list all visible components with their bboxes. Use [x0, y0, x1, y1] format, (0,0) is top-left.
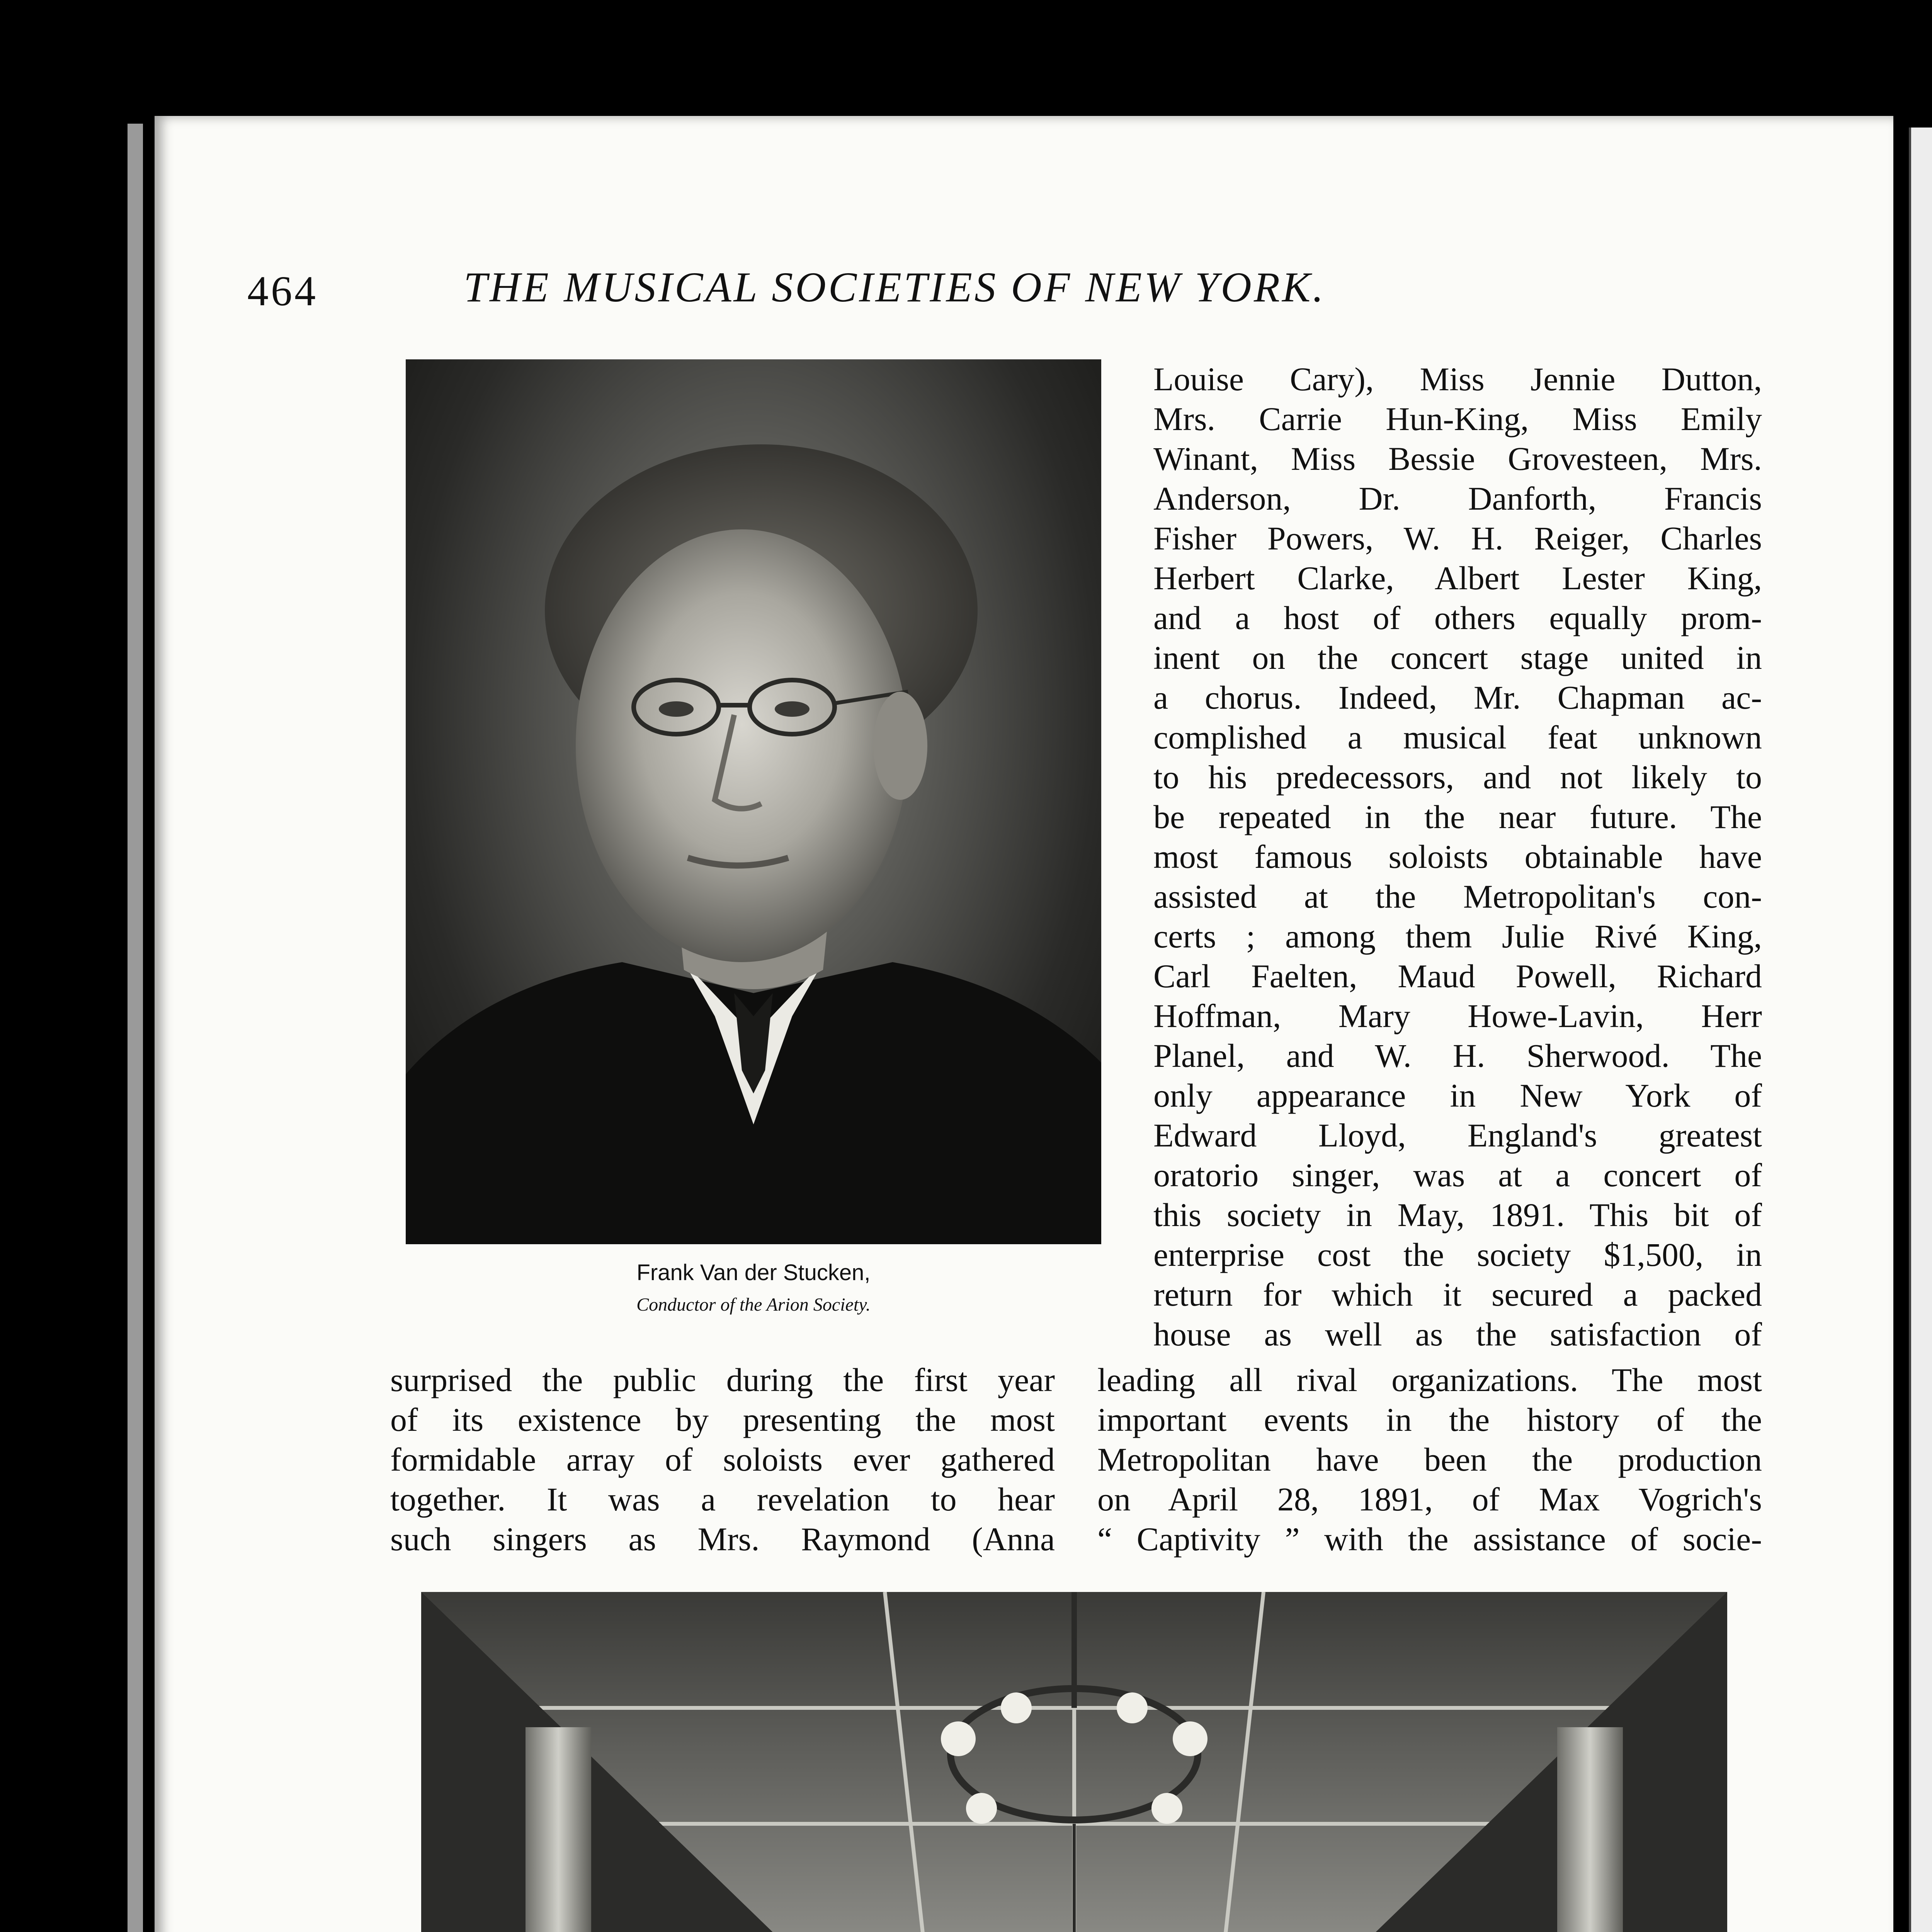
text-line: “ Captivity ” with the assistance of socie- [1097, 1520, 1762, 1558]
text-line: house as well as the satisfaction of [1153, 1316, 1762, 1353]
text-line: Edward Lloyd, England's greatest [1153, 1117, 1762, 1154]
text-line: certs ; among them Julie Rivé King, [1153, 918, 1762, 955]
text-line: this society in May, 1891. This bit of [1153, 1196, 1762, 1233]
text-line: on April 28, 1891, of Max Vogrich's [1097, 1481, 1762, 1518]
text-line: inent on the concert stage united in [1153, 639, 1762, 676]
page-number: 464 [247, 267, 318, 315]
text-line: a chorus. Indeed, Mr. Chapman ac- [1153, 679, 1762, 716]
text-line: together. It was a revelation to hear [390, 1481, 1055, 1518]
portrait-photo [406, 359, 1101, 1244]
running-title: THE MUSICAL SOCIETIES OF NEW YORK. [464, 264, 1326, 311]
text-line: only appearance in New York of [1153, 1077, 1762, 1114]
text-line: Herbert Clarke, Albert Lester King, [1153, 560, 1762, 597]
text-line: complished a musical feat unknown [1153, 719, 1762, 756]
text-line: and a host of others equally prom- [1153, 599, 1762, 636]
text-line: such singers as Mrs. Raymond (Anna [390, 1520, 1055, 1558]
text-line: Winant, Miss Bessie Grovesteen, Mrs. [1153, 440, 1762, 477]
right-column-text [1153, 359, 1762, 1354]
text-line: return for which it secured a packed [1153, 1276, 1762, 1313]
scan-margin-left [0, 0, 131, 1932]
text-line: assisted at the Metropolitan's con- [1153, 878, 1762, 915]
portrait-caption-role: Conductor of the Arion Society. [636, 1294, 871, 1315]
text-line: formidable array of soloists ever gathered [390, 1441, 1055, 1478]
scan-margin-right [1893, 116, 1932, 1932]
text-line: Louise Cary), Miss Jennie Dutton, [1153, 361, 1762, 398]
running-header [247, 263, 1600, 317]
clubhouse-photo [421, 1592, 1727, 1932]
right-lower-text [1097, 1360, 1762, 1559]
text-line: enterprise cost the society $1,500, in [1153, 1236, 1762, 1273]
text-line: to his predecessors, and not likely to [1153, 759, 1762, 796]
book-spine [128, 124, 143, 1932]
portrait-caption-name: Frank Van der Stucken, [636, 1260, 871, 1285]
text-line: leading all rival organizations. The most [1097, 1361, 1762, 1398]
text-line: oratorio singer, was at a concert of [1153, 1156, 1762, 1194]
text-line: important events in the history of the [1097, 1401, 1762, 1438]
text-line: Hoffman, Mary Howe-Lavin, Herr [1153, 997, 1762, 1034]
text-line: be repeated in the near future. The [1153, 798, 1762, 835]
text-line: surprised the public during the first year [390, 1361, 1055, 1398]
text-line: Planel, and W. H. Sherwood. The [1153, 1037, 1762, 1074]
text-line: most famous soloists obtainable have [1153, 838, 1762, 875]
text-line: Anderson, Dr. Danforth, Francis [1153, 480, 1762, 517]
text-line: Metropolitan have been the production [1097, 1441, 1762, 1478]
text-line: Carl Faelten, Maud Powell, Richard [1153, 957, 1762, 995]
left-lower-text [390, 1360, 1055, 1559]
next-page-edge [1909, 128, 1932, 1932]
text-line: Mrs. Carrie Hun-King, Miss Emily [1153, 400, 1762, 437]
text-line: Fisher Powers, W. H. Reiger, Charles [1153, 520, 1762, 557]
text-line: of its existence by presenting the most [390, 1401, 1055, 1438]
portrait-caption [406, 1260, 1101, 1315]
